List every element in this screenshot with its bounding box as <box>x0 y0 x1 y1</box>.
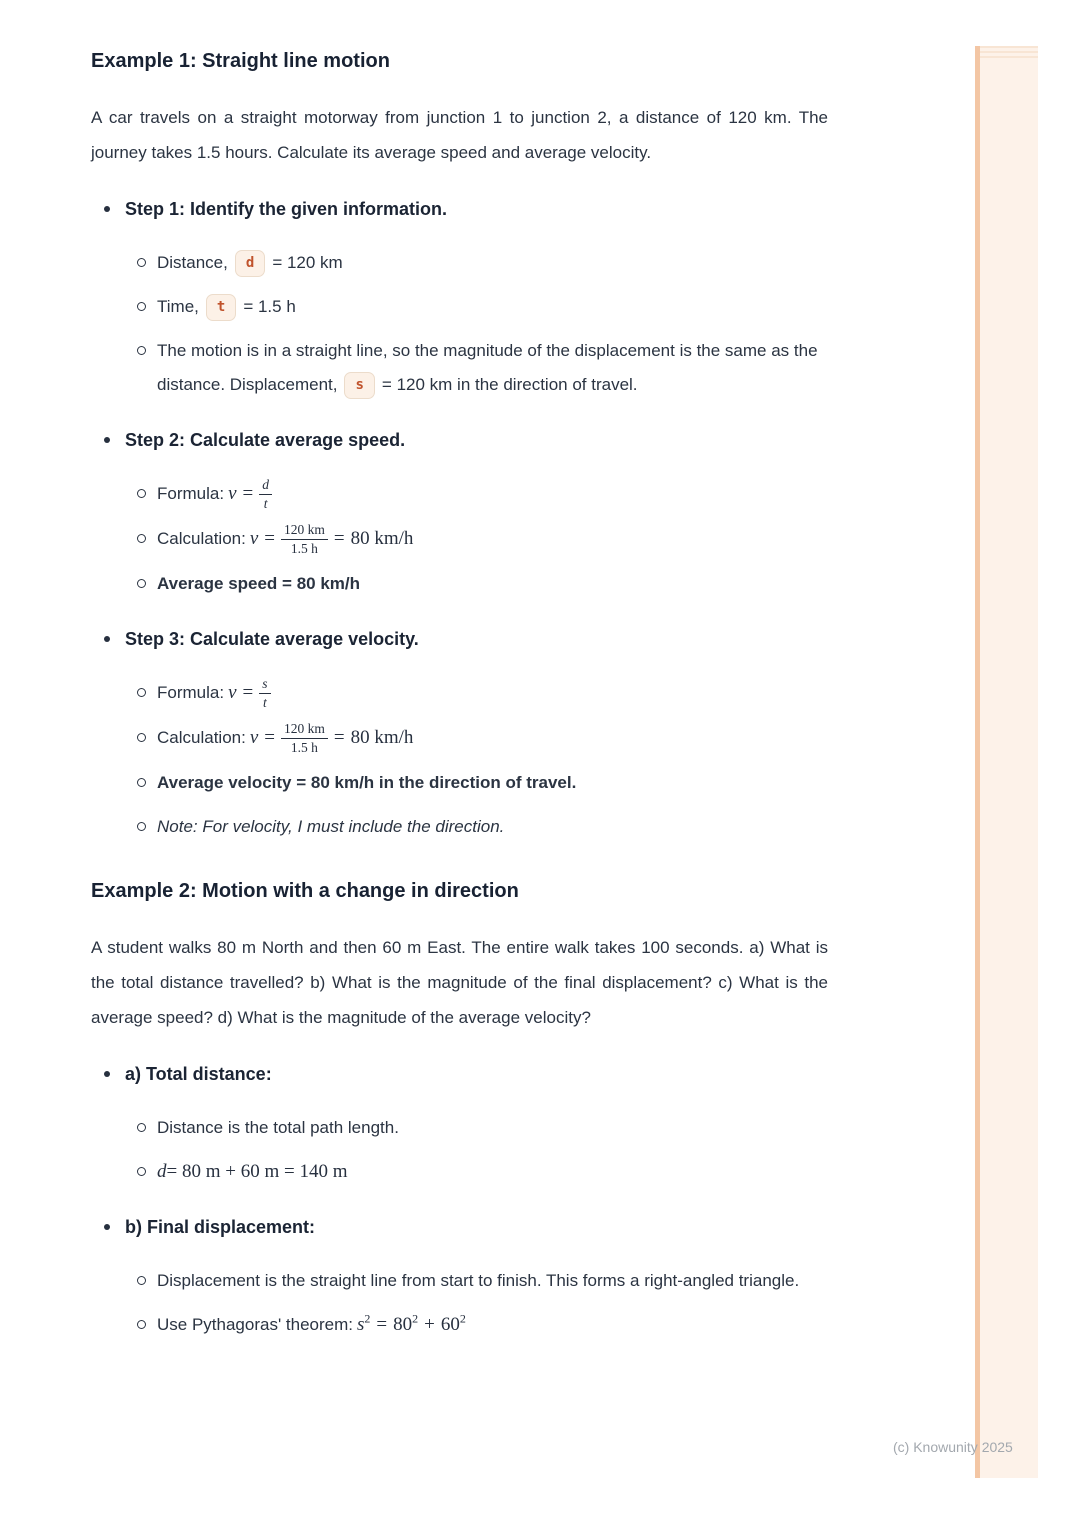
speed-answer: Average speed = 80 km/h <box>157 574 361 593</box>
speed-formula-line <box>157 477 828 512</box>
speed-calculation-line <box>157 522 828 557</box>
part-b-text: Displacement is the straight line from start to finish. This forms a right-angled triangle. <box>157 1271 800 1290</box>
example2-heading: Example 2: Motion with a change in direction <box>91 880 519 902</box>
value-80: 80 <box>393 1314 413 1335</box>
superscript-2: 2 <box>412 1311 419 1326</box>
distance-label: Distance, <box>157 253 228 272</box>
velocity-answer: Average velocity = 80 km/h in the direction of travel. <box>157 773 577 792</box>
displacement-value: = 120 km in the direction of travel. <box>381 375 638 394</box>
var-v: v <box>228 682 237 703</box>
displacement-text: The motion is in a straight line, so the magnitude of the displacement is the same as the distance. Displacement, <box>157 341 818 394</box>
denominator: t <box>262 695 267 710</box>
superscript-2: 2 <box>459 1311 466 1326</box>
part-b-explanation <box>157 1264 828 1298</box>
var-d: d <box>157 1161 167 1182</box>
result-value: 80 km/h <box>350 528 414 549</box>
part-a-item <box>125 1057 828 1189</box>
fraction-120km-over-1.5h <box>281 721 328 756</box>
distance-line <box>157 246 828 280</box>
watermark: (c) Knowunity 2025 <box>893 1439 1013 1455</box>
formula-label: Formula: <box>157 683 225 702</box>
equals-sign: = <box>242 682 254 703</box>
step2-sublist <box>125 477 828 601</box>
velocity-note-line <box>157 810 828 844</box>
fraction-d-over-t <box>259 477 272 512</box>
part-a-math-line <box>157 1155 828 1189</box>
step3-title: Step 3: Calculate average velocity. <box>125 629 419 649</box>
speed-formula-math <box>228 477 272 511</box>
fraction-s-over-t <box>259 676 270 711</box>
formula-label: Formula: <box>157 484 225 503</box>
equals-sign: = <box>242 483 254 504</box>
page-edge-decoration <box>975 46 1038 1478</box>
example1-steps-list <box>91 192 828 844</box>
equals-sign: = <box>264 528 275 549</box>
time-value: = 1.5 h <box>243 297 296 316</box>
fraction-120km-over-1.5h <box>281 522 328 557</box>
step1-title: Step 1: Identify the given information. <box>125 199 448 219</box>
var-v: v <box>228 483 237 504</box>
denominator: t <box>263 496 268 511</box>
denominator: 1.5 h <box>290 740 318 755</box>
speed-calculation-math <box>249 522 414 556</box>
example2-parts-list <box>91 1057 828 1342</box>
var-v: v <box>249 528 259 549</box>
example1-intro: A car travels on a straight motorway from junction 1 to junction 2, a distance of 120 km. The journey takes 1.5 hours. Calculate its average speed and average velocity. <box>91 108 828 162</box>
step3-sublist <box>125 676 828 844</box>
step2-title: Step 2: Calculate average speed. <box>125 430 406 450</box>
velocity-calculation-line <box>157 721 828 756</box>
displacement-line <box>157 334 828 402</box>
numerator: 120 km <box>281 522 328 540</box>
velocity-formula-math <box>228 676 270 710</box>
edge-top-lines <box>980 46 1038 59</box>
variable-badge-d: d <box>235 250 265 277</box>
velocity-formula-line <box>157 676 828 711</box>
pythagoras-math <box>357 1311 466 1335</box>
part-a-sublist <box>125 1111 828 1189</box>
numerator: 120 km <box>281 721 328 739</box>
step3-item <box>125 622 828 844</box>
part-b-title: b) Final displacement: <box>125 1217 316 1237</box>
superscript-2: 2 <box>364 1311 371 1326</box>
numerator: d <box>259 477 272 495</box>
distance-sum-math <box>157 1161 347 1182</box>
denominator: 1.5 h <box>290 541 318 556</box>
part-a-title: a) Total distance: <box>125 1064 272 1084</box>
distance-value: = 120 km <box>272 253 343 272</box>
distance-sum: = 80 m + 60 m = 140 m <box>166 1161 348 1182</box>
pythagoras-label: Use Pythagoras' theorem: <box>157 1315 354 1334</box>
variable-badge-t: t <box>206 294 236 321</box>
equals-sign: = <box>333 727 345 748</box>
calculation-label: Calculation: <box>157 529 246 548</box>
example2-intro: A student walks 80 m North and then 60 m East. The entire walk takes 100 seconds. a) What is the total distance travelled? b) What is the magnitude of the final displacement? c) What is the average speed? d) What is the magnitude of the average velocity? <box>91 938 828 1027</box>
edge-stripe <box>975 46 980 1478</box>
time-line <box>157 290 828 324</box>
value-60: 60 <box>440 1314 460 1335</box>
var-s: s <box>357 1314 365 1335</box>
part-a-text: Distance is the total path length. <box>157 1118 399 1137</box>
content-column <box>91 0 828 1342</box>
example1-heading: Example 1: Straight line motion <box>91 50 390 72</box>
equals-sign: = <box>264 727 275 748</box>
part-a-explanation <box>157 1111 828 1145</box>
step2-item <box>125 423 828 601</box>
equals-sign: = <box>376 1314 388 1335</box>
time-label: Time, <box>157 297 199 316</box>
equals-sign: = <box>333 528 345 549</box>
plus-sign: + <box>424 1314 435 1335</box>
velocity-calculation-math <box>249 721 414 755</box>
step1-sublist <box>125 246 828 402</box>
numerator: s <box>259 676 270 694</box>
variable-badge-s: s <box>344 372 374 399</box>
velocity-answer-line <box>157 766 828 800</box>
speed-answer-line <box>157 567 828 601</box>
part-b-sublist <box>125 1264 828 1342</box>
velocity-note: Note: For velocity, I must include the direction. <box>157 817 505 836</box>
calculation-label: Calculation: <box>157 728 246 747</box>
result-value: 80 km/h <box>350 727 414 748</box>
part-b-item <box>125 1210 828 1342</box>
pythagoras-line <box>157 1308 828 1342</box>
step1-item <box>125 192 828 402</box>
var-v: v <box>249 727 259 748</box>
